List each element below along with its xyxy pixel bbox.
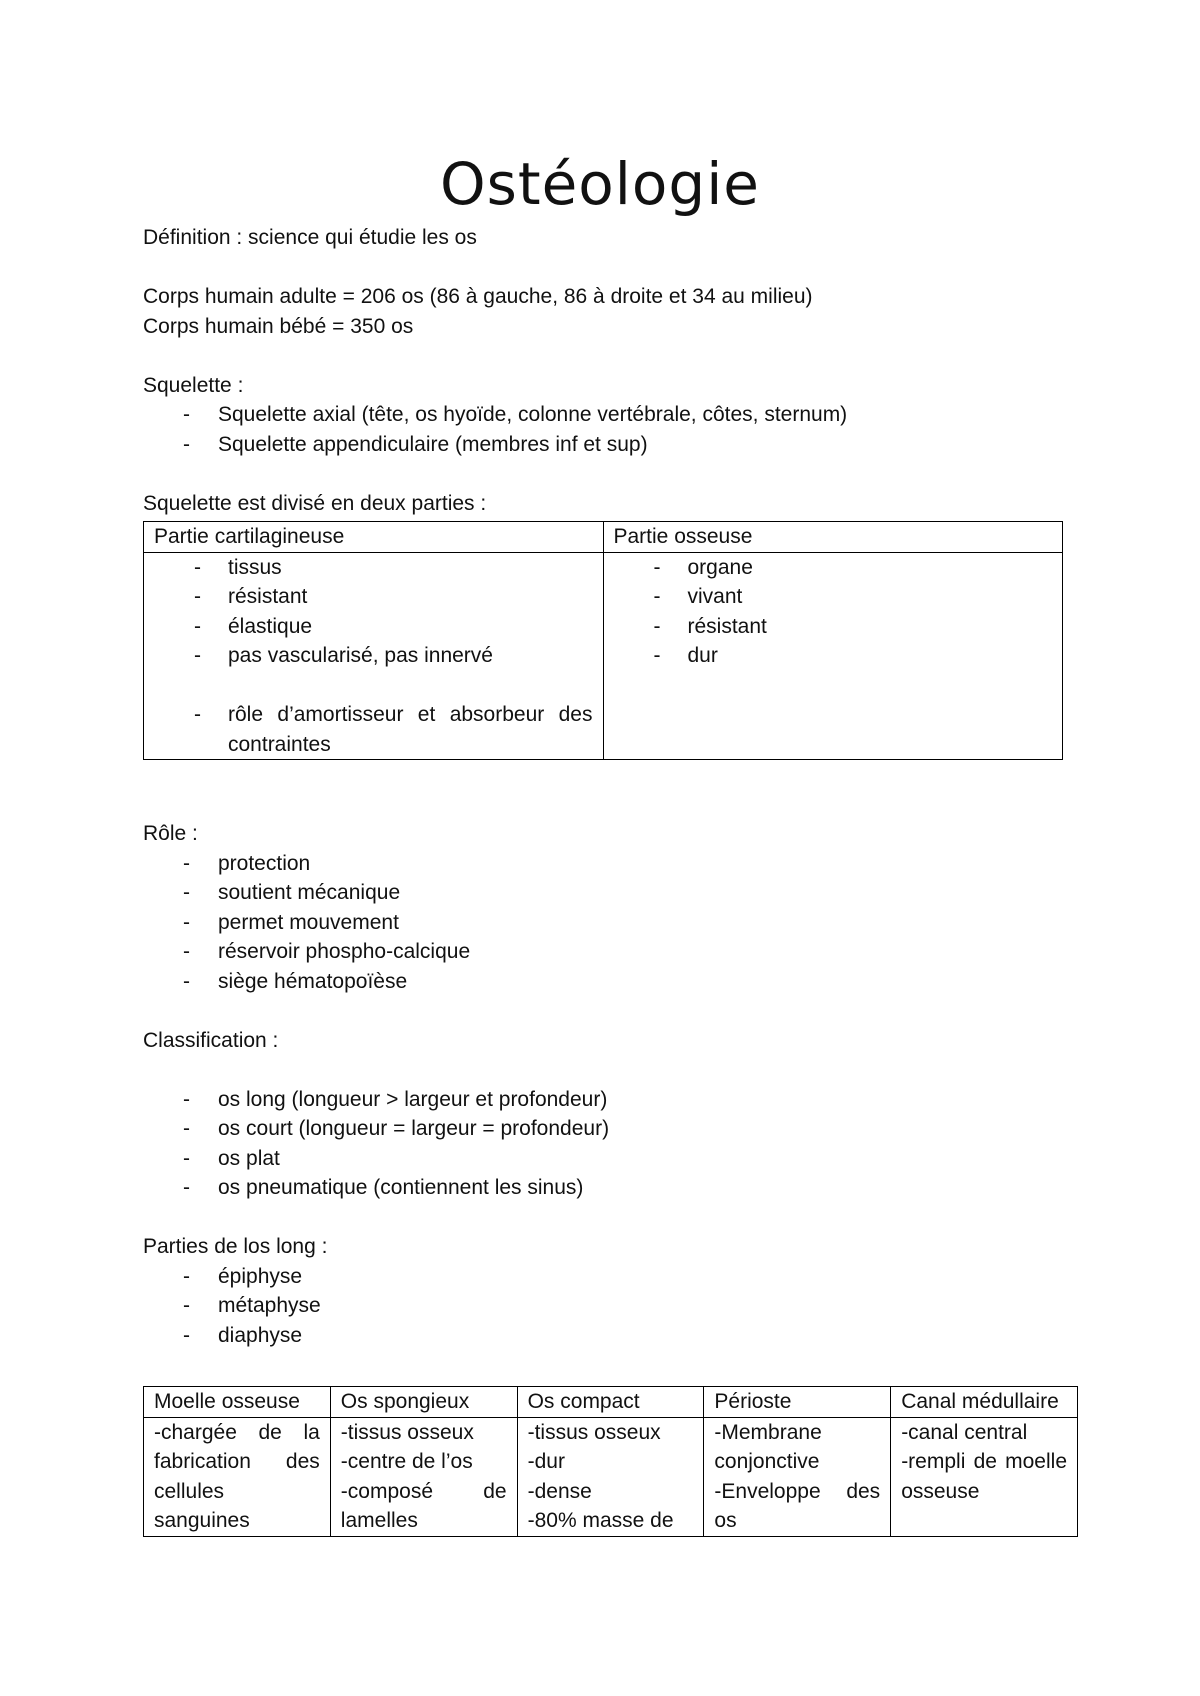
list-item: - os long (longueur > largeur et profondeur) [143, 1085, 1073, 1115]
long-bone-heading: Parties de los long : [143, 1235, 328, 1258]
table-cell-canal [891, 1417, 1078, 1536]
list-item: - organe [614, 553, 1053, 583]
list-item: - protection [143, 849, 1073, 879]
cell-text: -dense [527, 1479, 592, 1503]
list-item: - os pneumatique (contiennent les sinus) [143, 1173, 1073, 1203]
table-header-osseuse: Partie osseuse [603, 522, 1063, 553]
table-header: Périoste [704, 1387, 891, 1418]
table-cell-cartilage [144, 552, 604, 760]
list-item: - siège hématopoïèse [143, 967, 1073, 997]
cell-text: -Enveloppe des os [714, 1479, 881, 1532]
cell-text: -tissus osseux [340, 1420, 474, 1444]
cell-text: -80% masse de [527, 1509, 674, 1532]
list-item: - soutient mécanique [143, 878, 1073, 908]
cell-text: -Membrane conjonctive [714, 1420, 822, 1473]
list-item: - Squelette axial (tête, os hyoïde, colonne vertébrale, côtes, sternum) [143, 400, 1073, 430]
cell-text: -composé de lamelles [340, 1479, 507, 1532]
cell-text: -centre de l’os [340, 1450, 473, 1473]
list-item: - réservoir phospho-calcique [143, 937, 1073, 967]
role-section [143, 819, 1073, 1350]
list-item: - Squelette appendiculaire (membres inf et sup) [143, 430, 1073, 460]
list-item: - élastique [154, 612, 593, 642]
list-item: - os court (longueur = largeur = profondeur) [143, 1114, 1073, 1144]
list-item: - pas vascularisé, pas innervé [154, 641, 593, 671]
list-item: - os plat [143, 1144, 1073, 1174]
cell-text: -canal central [901, 1420, 1028, 1444]
squelette-heading: Squelette : [143, 373, 244, 397]
cell-text: -dur [527, 1450, 565, 1473]
page-title: Ostéologie [440, 150, 760, 218]
list-item: - tissus [154, 553, 593, 583]
definition-text: Définition : science qui étudie les os [143, 226, 477, 249]
list-item: - dur [614, 641, 1053, 671]
list-item: - épiphyse [143, 1262, 1073, 1292]
table-header: Canal médullaire [891, 1387, 1078, 1418]
list-item: - vivant [614, 582, 1053, 612]
list-item: - rôle d’amortisseur et absorbeur des contraintes [154, 700, 593, 759]
list-item: - résistant [154, 582, 593, 612]
table-header: Moelle osseuse [144, 1387, 331, 1418]
structure-table [143, 1386, 1078, 1537]
cell-text: -tissus osseux [527, 1420, 661, 1444]
list-item: - résistant [614, 612, 1053, 642]
table-cell-compact [517, 1417, 704, 1536]
parts-intro-text: Squelette est divisé en deux parties : [143, 491, 487, 515]
list-item: - permet mouvement [143, 908, 1073, 938]
baby-bones-text: Corps humain bébé = 350 os [143, 314, 414, 338]
classification-heading: Classification : [143, 1028, 279, 1052]
table-cell-osseuse [603, 552, 1063, 760]
list-item: - diaphyse [143, 1321, 1073, 1351]
list-item: - métaphyse [143, 1291, 1073, 1321]
role-heading: Rôle : [143, 822, 198, 845]
table-header-cartilage: Partie cartilagineuse [144, 522, 604, 553]
table-cell-perioste [704, 1417, 891, 1536]
table-header: Os spongieux [330, 1387, 517, 1418]
table-cell-spongieux [330, 1417, 517, 1536]
cell-text: -chargée de la fabrication des cellules sanguines [154, 1420, 320, 1532]
table-header: Os compact [517, 1387, 704, 1418]
cell-text: -rempli de moelle osseuse [901, 1450, 1067, 1503]
table-cell-moelle [144, 1417, 331, 1536]
adult-bones-text: Corps humain adulte = 206 os (86 à gauche, 86 à droite et 34 au milieu) [143, 285, 813, 308]
intro-section [143, 223, 1073, 518]
parts-table [143, 521, 1063, 760]
